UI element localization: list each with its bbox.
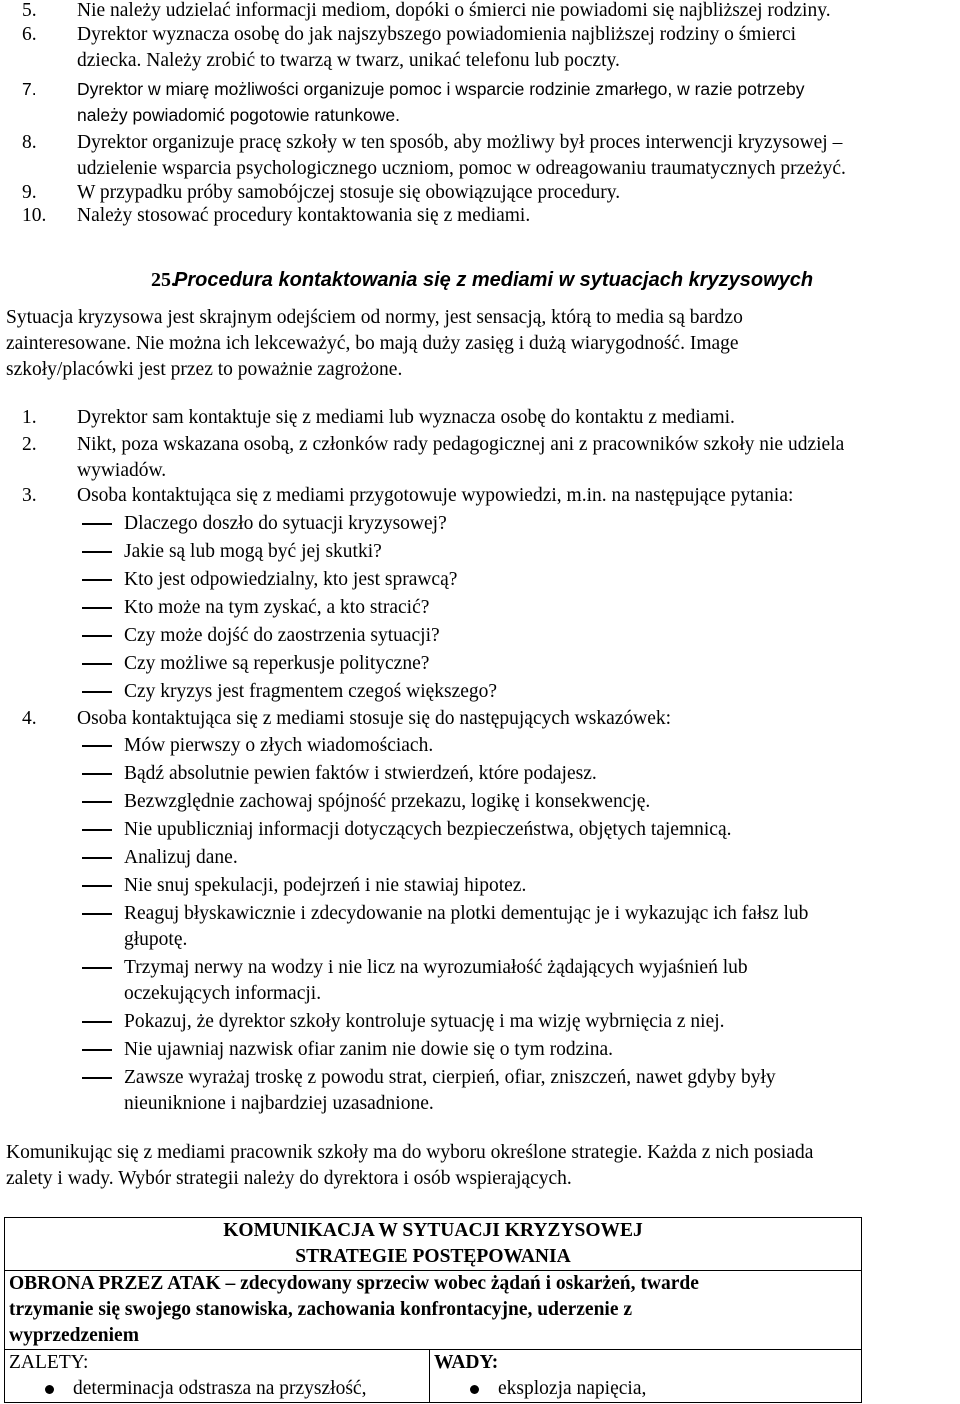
section-title: Procedura kontaktowania się z mediami w sytuacjach kryzysowych — [174, 269, 814, 291]
text-line: Sytuacja kryzysowa jest skrajnym odejściem od normy, jest sensacją, którą to media są bardzo — [6, 307, 743, 328]
text-line: Bądź absolutnie pewien faktów i stwierdzeń, które podajesz. — [124, 763, 597, 784]
question-text: Kto jest odpowiedzialny, kto jest sprawcą? — [124, 569, 458, 590]
dash-marker — [82, 663, 112, 665]
step-text — [77, 483, 960, 509]
dash-marker — [82, 579, 112, 581]
cons-label: WADY: — [434, 1352, 499, 1373]
text-line: wyprzedzeniem — [9, 1325, 139, 1346]
dash-marker — [82, 607, 112, 609]
table-title-cell — [5, 1218, 862, 1271]
text-line: Należy stosować procedury kontaktowania się z mediami. — [77, 205, 531, 226]
text-line: Analizuj dane. — [124, 847, 238, 868]
question-text: Dlaczego doszło do sytuacji kryzysowej? — [124, 513, 447, 534]
step-number: 3. — [22, 485, 37, 506]
text-line: Nie należy udzielać informacji mediom, dopóki o śmierci nie powiadomi się najbliższej rodziny. — [77, 0, 831, 21]
text-line: Mów pierwszy o złych wiadomościach. — [124, 735, 434, 756]
step-number: 4. — [22, 708, 37, 729]
question-text: Czy kryzys jest fragmentem czegoś większego? — [124, 681, 498, 702]
list-number: 6. — [22, 24, 37, 45]
tip-text — [124, 873, 526, 899]
text-line: głupotę. — [124, 929, 188, 950]
list-number: 10. — [22, 205, 47, 226]
text-line: OBRONA PRZEZ ATAK – zdecydowany sprzeciw wobec żądań i oskarżeń, twarde — [9, 1273, 699, 1294]
pros-cell — [5, 1350, 430, 1403]
dash-marker — [82, 913, 112, 915]
text-line: Pokazuj, że dyrektor szkoły kontroluje sytuację i ma wizję wybrnięcia z niej. — [124, 1011, 725, 1032]
dash-marker — [82, 857, 112, 859]
dash-marker — [82, 745, 112, 747]
dash-marker — [82, 773, 112, 775]
tip-text — [124, 955, 748, 1007]
table-title: KOMUNIKACJA W SYTUACJI KRYZYSOWEJ — [223, 1220, 643, 1241]
pros-item — [9, 1376, 425, 1402]
text-line: Nie ujawniaj nazwisk ofiar zanim nie dowie się o tym rodzina. — [124, 1039, 613, 1060]
tip-text — [124, 789, 650, 815]
list-text — [77, 0, 960, 24]
list-text — [77, 130, 960, 182]
text-line: szkoły/placówki jest przez to poważnie zagrożone. — [6, 359, 403, 380]
pros-text: determinacja odstrasza na przyszłość, — [73, 1378, 367, 1399]
bullet-icon — [45, 1385, 54, 1394]
text-line: Komunikując się z mediami pracownik szkoły ma do wyboru określone strategie. Każda z nich posiada — [6, 1142, 814, 1163]
text-line: Dyrektor organizuje pracę szkoły w ten sposób, aby możliwy był proces interwencji kryzysowej – — [77, 132, 843, 153]
intro-paragraph — [6, 305, 956, 383]
strategy-table — [4, 1217, 960, 1403]
strategy-description-cell — [5, 1271, 862, 1350]
dash-marker — [82, 691, 112, 693]
table-spacer — [862, 1218, 960, 1403]
table-row — [5, 1218, 960, 1271]
text-line: udzielenie wsparcia psychologicznego uczniom, pomoc w odreagowaniu traumatycznych przeżyć. — [77, 158, 846, 179]
dash-marker — [82, 635, 112, 637]
text-line: Dyrektor sam kontaktuje się z mediami lub wyznacza osobę do kontaktu z mediami. — [77, 407, 735, 428]
dash-marker — [82, 967, 112, 969]
list-number: 7. — [22, 79, 37, 99]
text-line: Zawsze wyrażaj troskę z powodu strat, cierpień, ofiar, zniszczeń, nawet gdyby były — [124, 1067, 776, 1088]
text-line: Bezwzględnie zachowaj spójność przekazu, logikę i konsekwencję. — [124, 791, 651, 812]
dash-marker — [82, 829, 112, 831]
text-line: oczekujących informacji. — [124, 983, 322, 1004]
text-line: zainteresowane. Nie można ich lekceważyć, bo mają duży zasięg i dużą wiarygodność. Image — [6, 333, 739, 354]
step-number: 2. — [22, 434, 37, 455]
list-number: 9. — [22, 182, 37, 203]
table-row — [5, 1271, 960, 1350]
dash-marker — [82, 523, 112, 525]
dash-marker — [82, 1021, 112, 1023]
dash-marker — [82, 1077, 112, 1079]
text-line: Osoba kontaktująca się z mediami stosuje się do następujących wskazówek: — [77, 708, 672, 729]
cons-item — [434, 1376, 857, 1402]
text-line: dziecka. Należy zrobić to twarzą w twarz, unikać telefonu lub poczty. — [77, 50, 620, 71]
question-text: Kto może na tym zyskać, a kto stracić? — [124, 597, 430, 618]
dash-marker — [82, 1049, 112, 1051]
text-line: nieuniknione i najbardziej uzasadnione. — [124, 1093, 434, 1114]
pros-label: ZALETY: — [9, 1352, 89, 1373]
list-text — [77, 203, 960, 229]
text-line: Dyrektor wyznacza osobę do jak najszybszego powiadomienia najbliższej rodziny o śmierci — [77, 24, 797, 45]
text-line: Nie upubliczniaj informacji dotyczących bezpieczeństwa, objętych tajemnicą. — [124, 819, 732, 840]
table-row — [5, 1350, 960, 1403]
text-line: Osoba kontaktująca się z mediami przygotowuje wypowiedzi, m.in. na następujące pytania: — [77, 485, 794, 506]
tip-text — [124, 817, 731, 843]
section-number: 25. — [151, 269, 176, 291]
text-line: Dyrektor w miarę możliwości organizuje pomoc i wsparcie rodzinie zmarłego, w razie potrzeby — [77, 79, 805, 99]
step-text — [77, 405, 960, 431]
tip-text — [124, 733, 433, 759]
tip-text — [124, 1065, 776, 1117]
tip-text — [124, 1037, 613, 1063]
text-line: trzymanie się swojego stanowiska, zachowania konfrontacyjne, uderzenie z — [9, 1299, 633, 1320]
text-line: Nie snuj spekulacji, podejrzeń i nie stawiaj hipotez. — [124, 875, 527, 896]
question-text: Czy możliwe są reperkusje polityczne? — [124, 653, 430, 674]
question-text: Jakie są lub mogą być jej skutki? — [124, 541, 382, 562]
bullet-icon — [470, 1385, 479, 1394]
dash-marker — [82, 885, 112, 887]
step-number: 1. — [22, 407, 37, 428]
list-number: 8. — [22, 132, 37, 153]
tip-text — [124, 761, 597, 787]
closing-paragraph — [6, 1140, 956, 1192]
question-text: Czy może dojść do zaostrzenia sytuacji? — [124, 625, 440, 646]
step-text — [77, 432, 960, 484]
text-line: W przypadku próby samobójczej stosuje się obowiązujące procedury. — [77, 182, 621, 203]
cons-cell — [430, 1350, 862, 1403]
dash-marker — [82, 801, 112, 803]
list-number: 5. — [22, 0, 37, 21]
text-line: Nikt, poza wskazana osobą, z członków rady pedagogicznej ani z pracowników szkoły nie udziela — [77, 434, 845, 455]
table-subtitle: STRATEGIE POSTĘPOWANIA — [295, 1246, 571, 1267]
text-line: Trzymaj nerwy na wodzy i nie licz na wyrozumiałość żądających wyjaśnień lub — [124, 957, 748, 978]
tip-text — [124, 845, 238, 871]
text-line: Reaguj błyskawicznie i zdecydowanie na plotki dementując je i wykazując ich fałsz lub — [124, 903, 809, 924]
step-text — [77, 706, 960, 732]
cons-text: eksplozja napięcia, — [498, 1378, 647, 1399]
list-text — [77, 76, 960, 128]
list-text — [77, 22, 960, 74]
tip-text — [124, 1009, 725, 1035]
text-line: zalety i wady. Wybór strategii należy do dyrektora i osób wspierających. — [6, 1168, 572, 1189]
tip-text — [124, 901, 808, 953]
dash-marker — [82, 551, 112, 553]
text-line: należy powiadomić pogotowie ratunkowe. — [77, 105, 400, 125]
text-line: wywiadów. — [77, 460, 167, 481]
